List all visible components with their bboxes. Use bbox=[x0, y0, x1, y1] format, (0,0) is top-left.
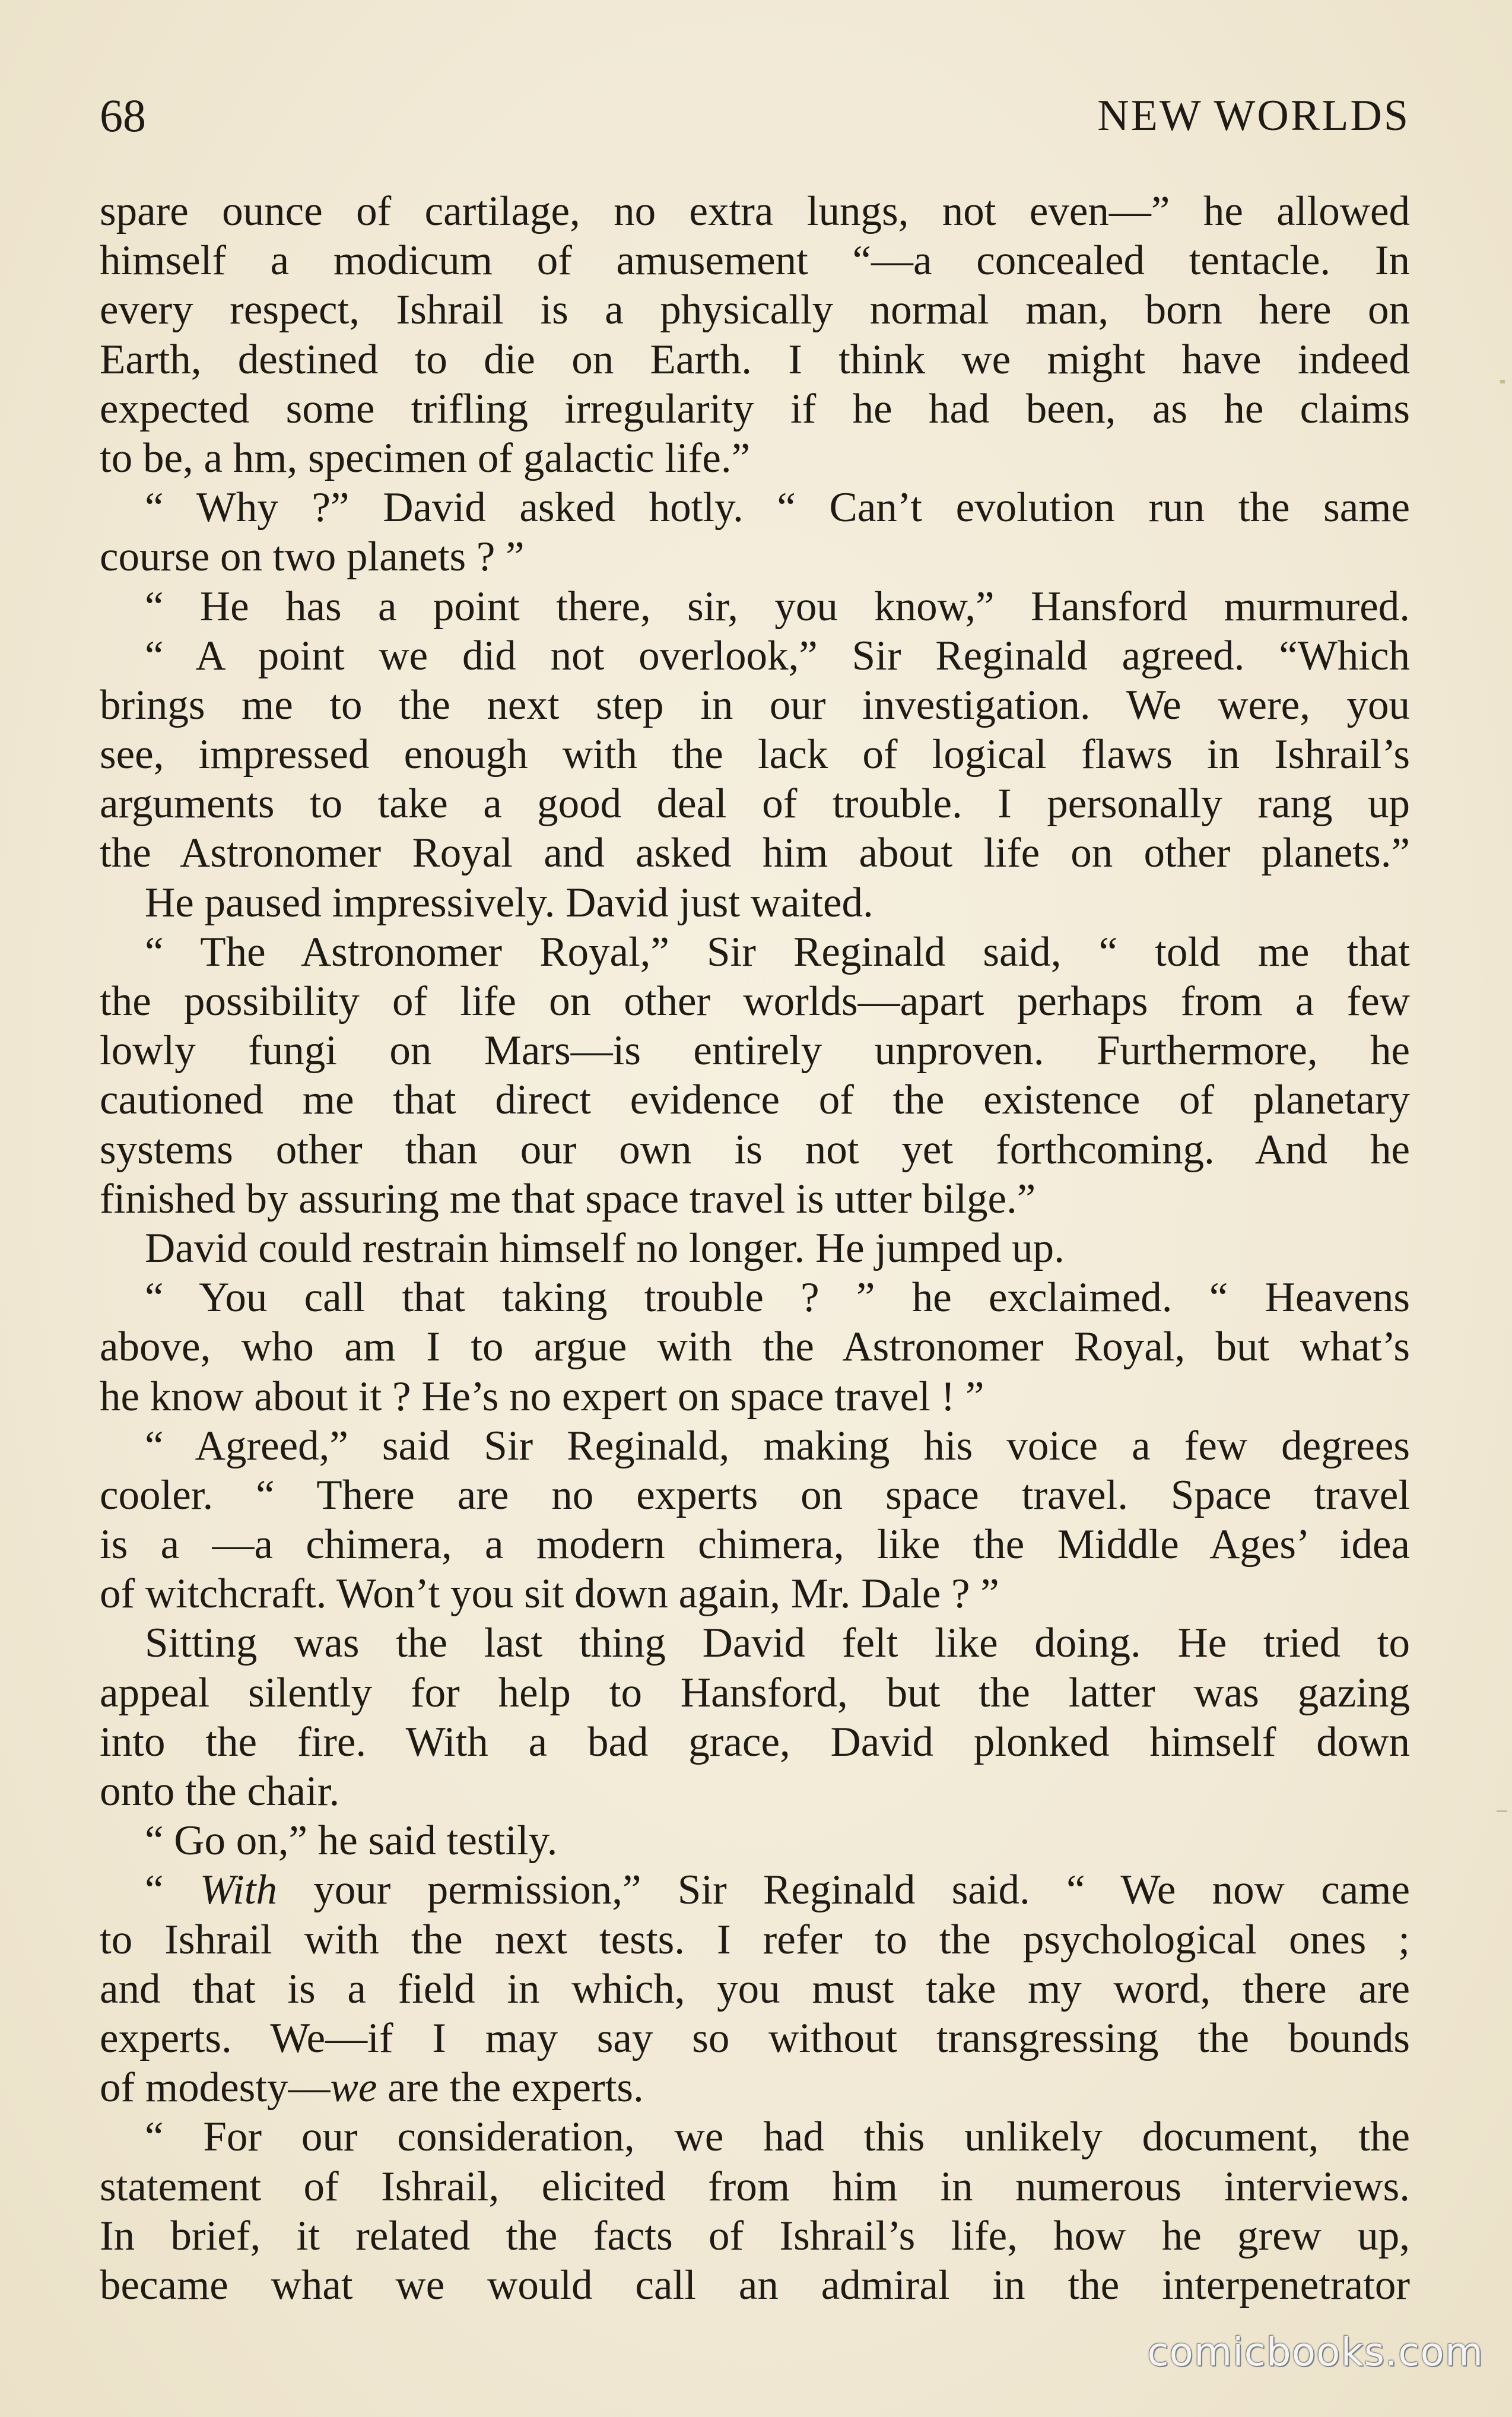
running-head bbox=[100, 83, 1410, 148]
text-line: experts. We—if I may say so without transgressing the bounds bbox=[100, 2015, 1410, 2061]
text-line: “ For our consideration, we had this unlikely document, the bbox=[145, 2114, 1410, 2161]
text-line: every respect, Ishrail is a physically normal man, born here on bbox=[100, 287, 1410, 334]
text-line: appeal silently for help to Hansford, but the latter was gazing bbox=[100, 1669, 1410, 1716]
text-line: “ A point we did not overlook,” Sir Reginald agreed. “Which bbox=[145, 632, 1410, 679]
text-line: the possibility of life on other worlds—apart perhaps from a few bbox=[100, 978, 1410, 1024]
text-line-with-italic bbox=[100, 2063, 1410, 2113]
text-line: “ He has a point there, sir, you know,” Hansford murmured. bbox=[145, 583, 1410, 630]
text-line: statement of Ishrail, elicited from him in numerous interviews. bbox=[100, 2163, 1410, 2210]
text-segment: are the experts. bbox=[377, 2064, 644, 2111]
text-line: course on two planets ? ” bbox=[100, 534, 525, 581]
text-line: In brief, it related the facts of Ishrail’s life, how he grew up, bbox=[100, 2212, 1410, 2259]
text-line: he know about it ? He’s no expert on space travel ! ” bbox=[100, 1373, 984, 1420]
italic-word: With bbox=[199, 1867, 277, 1914]
text-line: lowly fungi on Mars—is entirely unproven. Furthermore, he bbox=[100, 1027, 1410, 1074]
text-line: cooler. “ There are no experts on space travel. Space travel bbox=[100, 1471, 1410, 1518]
text-line: of witchcraft. Won’t you sit down again, Mr. Dale ? ” bbox=[100, 1571, 999, 1617]
text-line: “ Why ?” David asked hotly. “ Can’t evolution run the same bbox=[145, 484, 1410, 531]
text-line: brings me to the next step in our investigation. We were, you bbox=[100, 681, 1410, 728]
text-segment: “ bbox=[145, 1867, 200, 1914]
text-segment: your permission,” Sir Reginald said. “ We now came bbox=[277, 1867, 1410, 1914]
text-line: into the fire. With a bad grace, David plonked himself down bbox=[100, 1718, 1410, 1765]
text-line: to be, a hm, specimen of galactic life.” bbox=[100, 434, 751, 481]
text-line: Earth, destined to die on Earth. I think we might have indeed bbox=[100, 336, 1410, 383]
margin-speck bbox=[1500, 380, 1505, 383]
text-line: above, who am I to argue with the Astronomer Royal, but what’s bbox=[100, 1324, 1410, 1371]
text-line: expected some trifling irregularity if he had been, as he claims bbox=[100, 385, 1410, 432]
text-line: finished by assuring me that space travel is utter bilge.” bbox=[100, 1175, 1036, 1222]
watermark: comicbooks.com bbox=[1147, 2329, 1484, 2375]
text-line: to Ishrail with the next tests. I refer to the psychological ones ; bbox=[100, 1916, 1410, 1963]
text-line: became what we would call an admiral in the interpenetrator bbox=[100, 2261, 1410, 2308]
text-line: himself a modicum of amusement “—a concealed tentacle. In bbox=[100, 237, 1410, 284]
text-line: Sitting was the last thing David felt like doing. He tried to bbox=[145, 1620, 1410, 1667]
text-line: He paused impressively. David just waited. bbox=[145, 879, 873, 926]
text-line-with-italic bbox=[100, 1866, 1410, 1915]
text-line: “ You call that taking trouble ? ” he exclaimed. “ Heavens bbox=[145, 1274, 1410, 1321]
text-line: systems other than our own is not yet forthcoming. And he bbox=[100, 1126, 1410, 1173]
text-line: arguments to take a good deal of trouble. I personally rang up bbox=[100, 781, 1410, 827]
text-line: cautioned me that direct evidence of the existence of planetary bbox=[100, 1077, 1410, 1124]
body-text bbox=[100, 187, 1410, 2310]
text-line: is a —a chimera, a modern chimera, like the Middle Ages’ idea bbox=[100, 1521, 1410, 1568]
margin-speck bbox=[1497, 1810, 1507, 1812]
text-segment: of modesty— bbox=[100, 2064, 331, 2111]
text-line: see, impressed enough with the lack of logical flaws in Ishrail’s bbox=[100, 731, 1410, 778]
text-line: David could restrain himself no longer. He jumped up. bbox=[145, 1225, 1065, 1271]
text-line: and that is a field in which, you must take my word, there are bbox=[100, 1965, 1410, 2012]
text-line: spare ounce of cartilage, no extra lungs, not even—” he allowed bbox=[100, 188, 1410, 234]
text-line: “ The Astronomer Royal,” Sir Reginald said, “ told me that bbox=[145, 928, 1410, 975]
text-line: the Astronomer Royal and asked him about life on other planets.” bbox=[100, 830, 1410, 877]
text-line: “ Agreed,” said Sir Reginald, making his voice a few degrees bbox=[145, 1422, 1410, 1469]
running-title: NEW WORLDS bbox=[1097, 91, 1410, 140]
page-number: 68 bbox=[100, 90, 146, 141]
italic-word: we bbox=[330, 2064, 377, 2111]
text-line: “ Go on,” he said testily. bbox=[145, 1817, 558, 1864]
text-line: onto the chair. bbox=[100, 1768, 340, 1815]
